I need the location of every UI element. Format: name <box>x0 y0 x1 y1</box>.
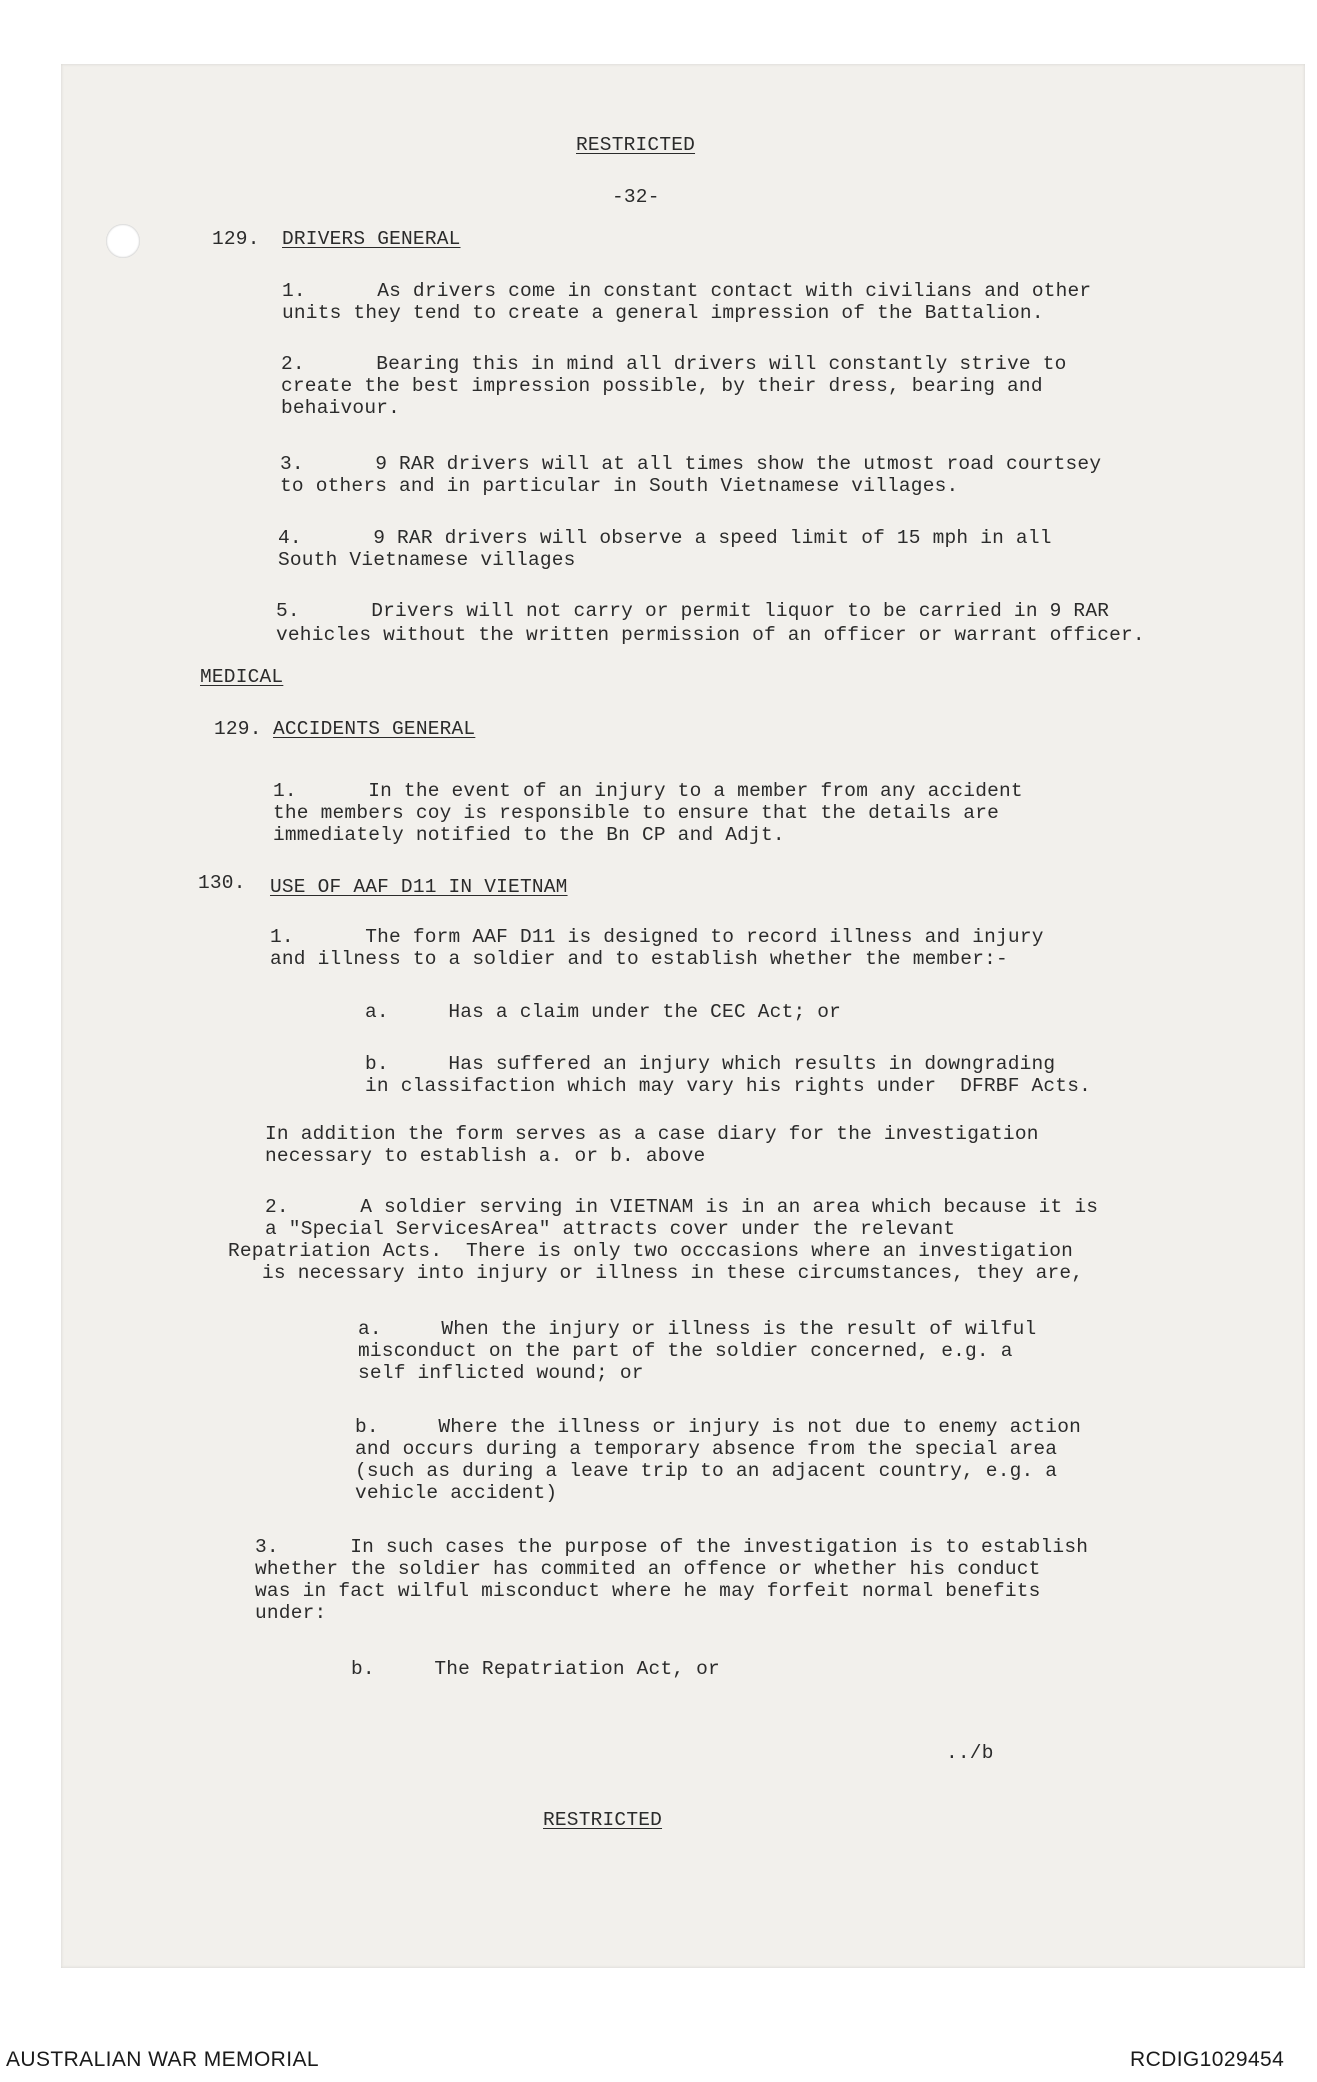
paragraph-line: necessary to establish a. or b. above <box>265 1145 706 1167</box>
paragraph-line: is necessary into injury or illness in these circumstances, they are, <box>262 1262 1084 1284</box>
paragraph-line: whether the soldier has commited an offence or whether his conduct <box>255 1558 1041 1580</box>
classification-footer: RESTRICTED <box>543 1809 663 1831</box>
archive-id: RCDIG1029454 <box>1130 2048 1285 2071</box>
archive-credit: AUSTRALIAN WAR MEMORIAL <box>6 2048 319 2071</box>
list-item: misconduct on the part of the soldier concerned, e.g. a <box>358 1340 1013 1362</box>
paragraph-line: units they tend to create a general impression of the Battalion. <box>282 302 1044 324</box>
paragraph-line: 4. 9 RAR drivers will observe a speed limit of 15 mph in all <box>278 527 1052 549</box>
paragraph-line: 3. In such cases the purpose of the investigation is to establish <box>255 1536 1089 1558</box>
paragraph-line: South Vietnamese villages <box>278 549 576 571</box>
paragraph-line: In addition the form serves as a case diary for the investigation <box>265 1123 1039 1145</box>
paragraph-line: vehicles without the written permission of an officer or warrant officer. <box>276 624 1145 646</box>
paragraph-line: was in fact wilful misconduct where he may forfeit normal benefits <box>255 1580 1041 1602</box>
section-number: 130. <box>198 872 246 894</box>
paragraph-line: 1. The form AAF D11 is designed to record illness and injury <box>270 926 1044 948</box>
list-item: a. When the injury or illness is the result of wilful <box>358 1318 1037 1340</box>
medical-heading: MEDICAL <box>200 666 284 688</box>
list-item: in classifaction which may vary his rights under DFRBF Acts. <box>365 1075 1092 1097</box>
paragraph-line: 2. Bearing this in mind all drivers will constantly strive to <box>281 353 1067 375</box>
page-number: -32- <box>612 186 660 208</box>
paragraph-line: create the best impression possible, by their dress, bearing and <box>281 375 1043 397</box>
section-title: USE OF AAF D11 IN VIETNAM <box>270 876 568 898</box>
classification-header: RESTRICTED <box>576 134 696 156</box>
paragraph-line: to others and in particular in South Vietnamese villages. <box>280 475 959 497</box>
paragraph-line: Repatriation Acts. There is only two occcasions where an investigation <box>228 1240 1074 1262</box>
paragraph-line: behaivour. <box>281 397 401 419</box>
list-item: (such as during a leave trip to an adjacent country, e.g. a <box>355 1460 1058 1482</box>
list-item: and occurs during a temporary absence from the special area <box>355 1438 1058 1460</box>
list-item: b. The Repatriation Act, or <box>351 1658 720 1680</box>
list-item: b. Has suffered an injury which results in downgrading <box>365 1053 1056 1075</box>
section-title: DRIVERS GENERAL <box>282 228 461 250</box>
section-number: 129. <box>212 228 260 250</box>
list-item: vehicle accident) <box>355 1482 558 1504</box>
paragraph-line: 1. In the event of an injury to a member from any accident <box>273 780 1023 802</box>
section-number: 129. <box>214 718 262 740</box>
paragraph-line: 3. 9 RAR drivers will at all times show the utmost road courtsey <box>280 453 1102 475</box>
paragraph-line: 2. A soldier serving in VIETNAM is in an area which because it is <box>265 1196 1099 1218</box>
paragraph-line: immediately notified to the Bn CP and Adjt. <box>273 824 785 846</box>
paragraph-line: the members coy is responsible to ensure that the details are <box>273 802 1000 824</box>
list-item: b. Where the illness or injury is not due to enemy action <box>355 1416 1082 1438</box>
punch-hole <box>106 224 140 258</box>
paragraph-line: 5. Drivers will not carry or permit liquor to be carried in 9 RAR <box>276 600 1110 622</box>
list-item: self inflicted wound; or <box>358 1362 644 1384</box>
paragraph-line: a "Special ServicesArea" attracts cover under the relevant <box>265 1218 956 1240</box>
paragraph-line: 1. As drivers come in constant contact with civilians and other <box>282 280 1092 302</box>
section-title: ACCIDENTS GENERAL <box>273 718 476 740</box>
list-item: a. Has a claim under the CEC Act; or <box>365 1001 842 1023</box>
paragraph-line: and illness to a soldier and to establish whether the member:- <box>270 948 1008 970</box>
continuation-marker: ../b <box>946 1742 994 1764</box>
paragraph-line: under: <box>255 1602 327 1624</box>
